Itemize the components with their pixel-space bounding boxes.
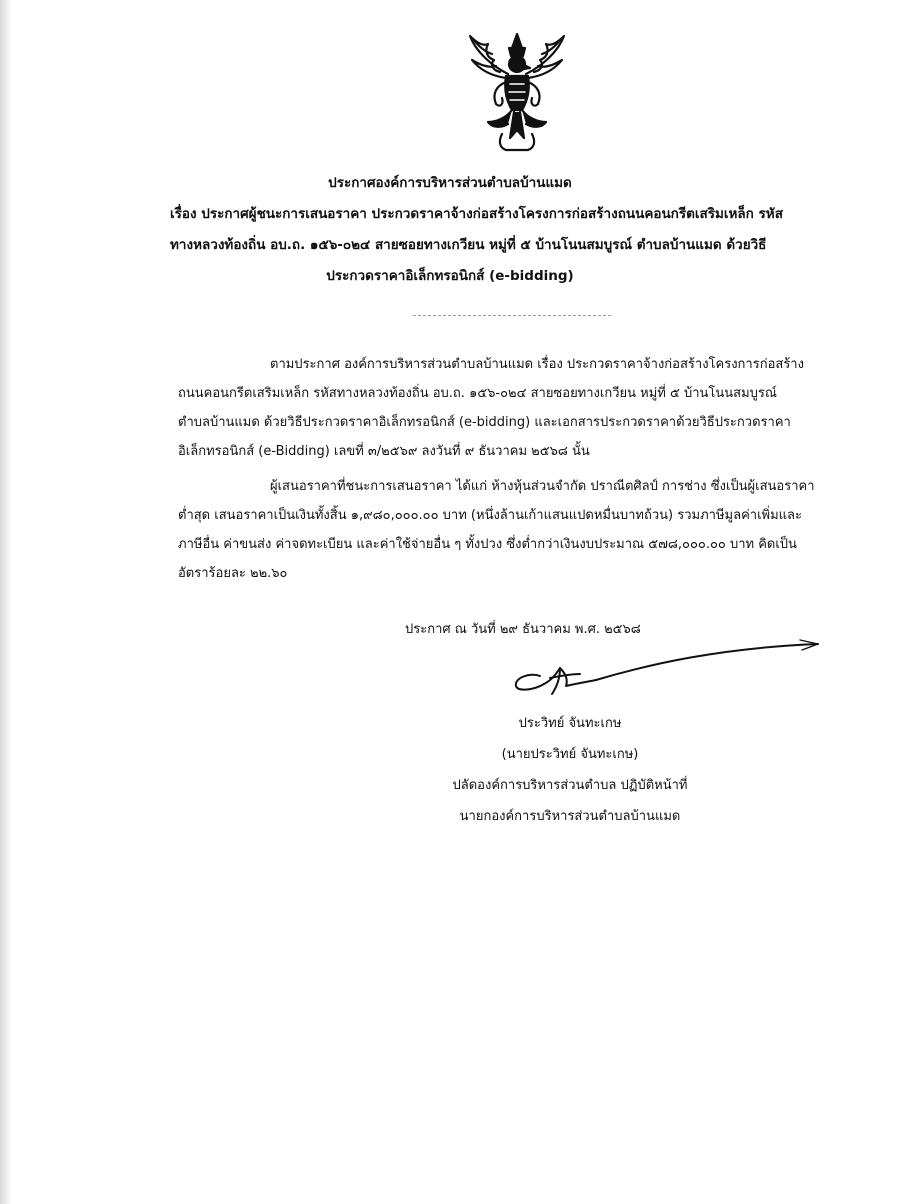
scan-edge-shadow xyxy=(0,0,12,1204)
paragraph1-line: ถนนคอนกรีตเสริมเหล็ก รหัสทางหลวงท้องถิ่น อบ.ถ. ๑๕๖-๐๒๔ สายซอยทางเกวียน หมู่ที่ ๕ บ้านโนนสมบูรณ์ xyxy=(178,386,777,401)
announcement-header xyxy=(170,168,783,292)
garuda-emblem-icon xyxy=(462,30,572,155)
paragraph1-line: ตามประกาศ องค์การบริหารส่วนตำบลบ้านแมด เรื่อง ประกวดราคาจ้างก่อสร้างโครงการก่อสร้าง xyxy=(270,357,804,372)
signatory-position-1: ปลัดองค์การบริหารส่วนตำบล ปฏิบัติหน้าที่ xyxy=(452,778,688,793)
subject-line-1: เรื่อง ประกาศผู้ชนะการเสนอราคา ประกวดราคาจ้างก่อสร้างโครงการก่อสร้างถนนคอนกรีตเสริมเหล็ก รหัส xyxy=(170,206,783,222)
paragraph2-line: อัตราร้อยละ ๒๒.๖๐ xyxy=(178,566,288,581)
signatory-position-2: นายกองค์การบริหารส่วนตำบลบ้านแมด xyxy=(459,809,681,824)
signatory-full-name: (นายประวิทย์ จันทะเกษ) xyxy=(501,747,639,762)
signatory-block xyxy=(420,708,720,832)
paragraph1-line: อิเล็กทรอนิกส์ (e-Bidding) เลขที่ ๓/๒๕๖๙ ลงวันที่ ๙ ธันวาคม ๒๕๖๘ นั้น xyxy=(178,444,590,459)
paragraph2-line: ต่ำสุด เสนอราคาเป็นเงินทั้งสิ้น ๑,๙๘๐,๐๐๐.๐๐ บาท (หนึ่งล้านเก้าแสนแปดหมื่นบาทถ้วน) รวมภาษีมูลค่าเพิ่มและ xyxy=(178,508,802,523)
subject-line-3: ประกวดราคาอิเล็กทรอนิกส์ (e-bidding) xyxy=(326,268,574,284)
announcement-body xyxy=(178,350,838,588)
announcement-title: ประกาศองค์การบริหารส่วนตำบลบ้านแมด xyxy=(328,175,572,191)
paragraph2-line: ภาษีอื่น ค่าขนส่ง ค่าจดทะเบียน และค่าใช้จ่ายอื่น ๆ ทั้งปวง ซึ่งต่ำกว่าเงินงบประมาณ ๕๗๘,๐๐๐.๐๐ บาท คิดเป็น xyxy=(178,537,797,552)
subject-line-2: ทางหลวงท้องถิ่น อบ.ถ. ๑๕๖-๐๒๔ สายซอยทางเกวียน หมู่ที่ ๕ บ้านโนนสมบูรณ์ ตำบลบ้านแมด ด้วยวิธี xyxy=(170,237,767,253)
header-divider xyxy=(413,315,611,316)
announcement-date: ประกาศ ณ วันที่ ๒๙ ธันวาคม พ.ศ. ๒๕๖๘ xyxy=(405,622,641,637)
paragraph1-line: ตำบลบ้านแมด ด้วยวิธีประกวดราคาอิเล็กทรอนิกส์ (e-bidding) และเอกสารประกวดราคาด้วยวิธีประกวดราคา xyxy=(178,415,791,430)
paragraph2-line: ผู้เสนอราคาที่ชนะการเสนอราคา ได้แก่ ห้างหุ้นส่วนจำกัด ปราณีตศิลป์ การช่าง ซึ่งเป็นผู้เสนอราคา xyxy=(270,479,815,494)
signatory-name: ประวิทย์ จันทะเกษ xyxy=(518,716,622,731)
handwritten-signature-icon xyxy=(500,628,820,700)
